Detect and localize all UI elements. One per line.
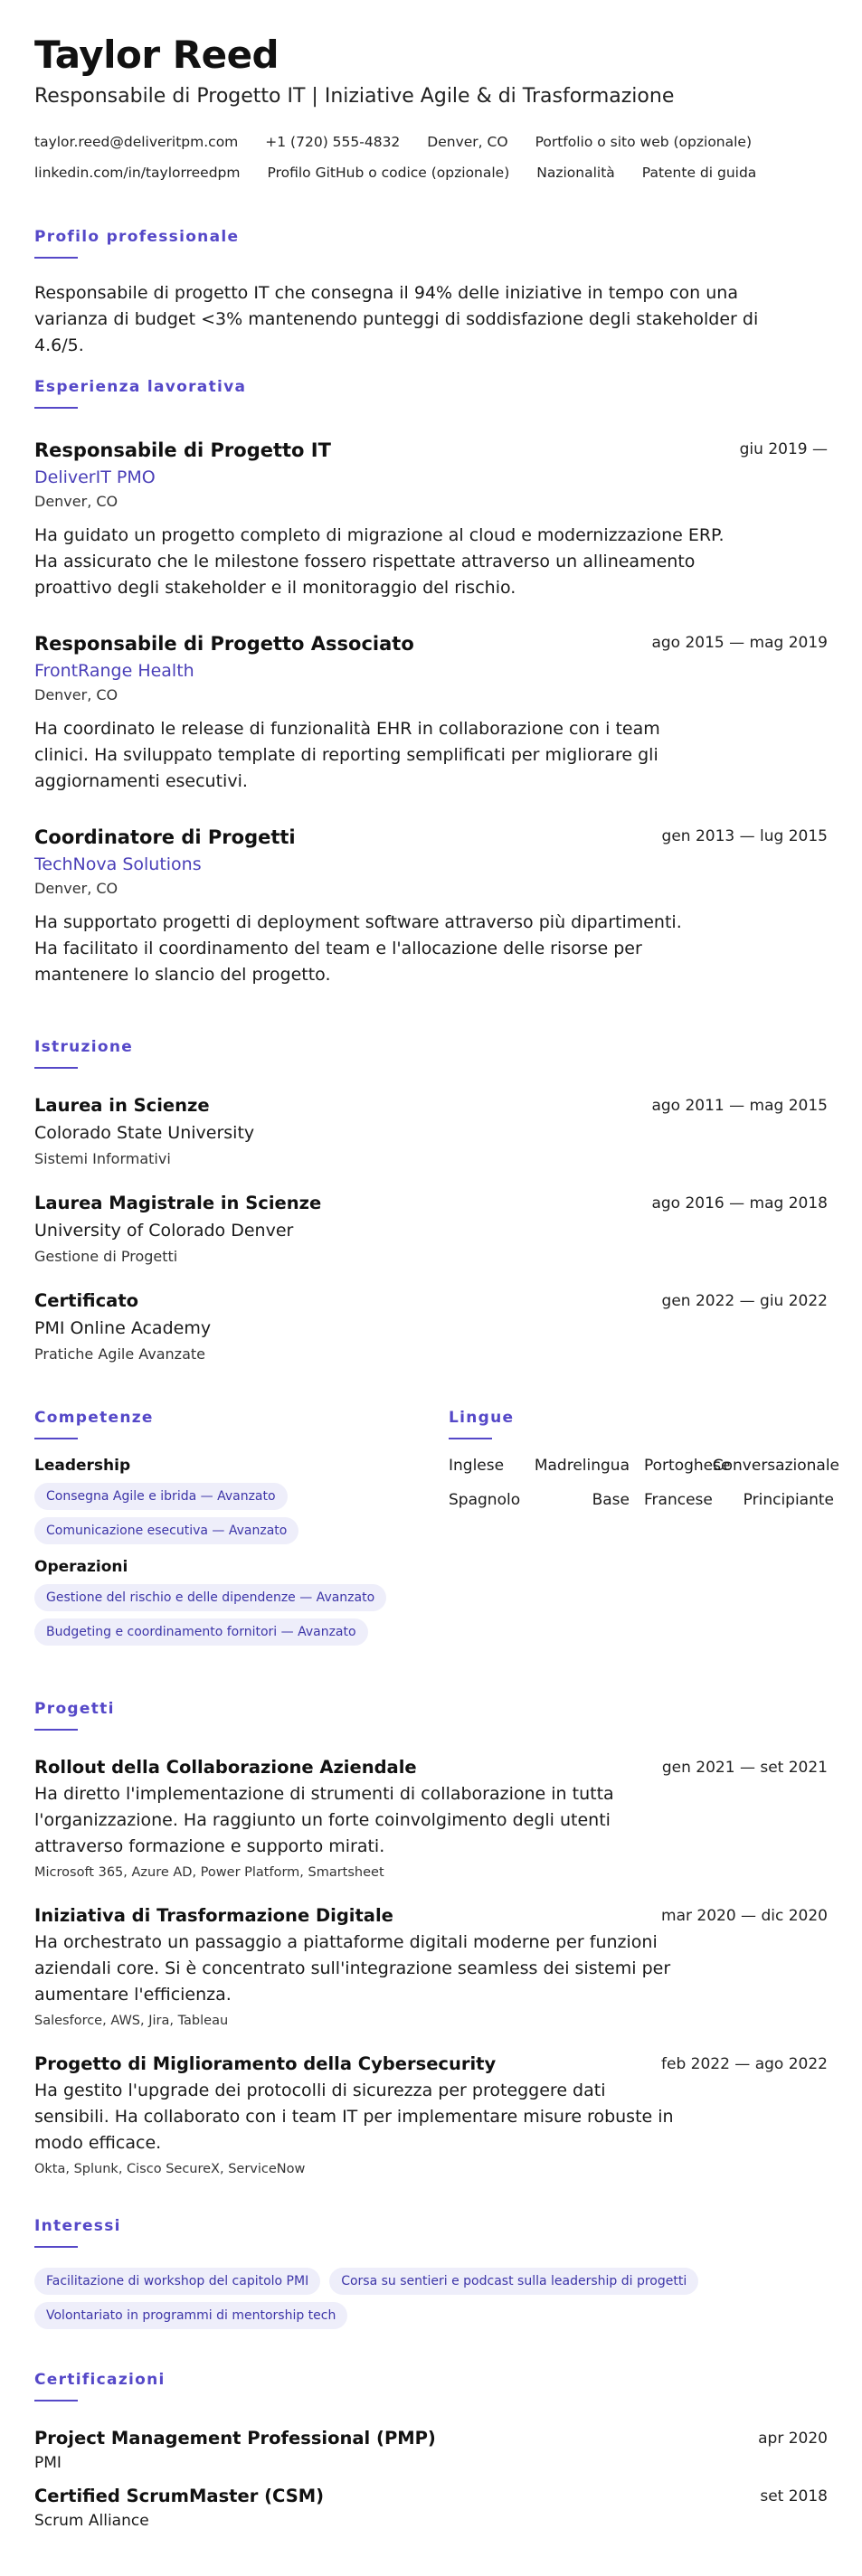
education-entry <box>34 1094 828 1169</box>
project-description: Ha orchestrato un passaggio a piattaforme digitali moderne per funzioni aziendali core. Si è concentrato sull'integrazione seamless dei sistemi per aumentare l'efficienza. <box>34 1932 671 2005</box>
education-field: Pratiche Agile Avanzate <box>34 1345 205 1363</box>
certification-name: Project Management Professional (PMP) <box>34 2428 436 2449</box>
project-entry <box>34 1756 828 1882</box>
degree-title: Laurea Magistrale in Scienze <box>34 1193 322 1213</box>
contact-portfolio[interactable]: Portfolio o sito web (opzionale) <box>535 134 753 150</box>
interest-chip: Corsa su sentieri e podcast sulla leadership di progetti <box>329 2268 698 2295</box>
project-date: mar 2020 — dic 2020 <box>661 1907 828 1925</box>
job-description: Ha coordinato le release di funzionalità EHR in collaborazione con i team clinici. Ha sviluppato template di reporting semplificati per migliorare gli aggiornamenti esecutivi. <box>34 719 660 791</box>
certification-date: set 2018 <box>760 2487 828 2505</box>
contact-phone[interactable]: +1 (720) 555-4832 <box>265 134 401 150</box>
education-field: Gestione di Progetti <box>34 1248 178 1265</box>
section-title-profile: Profilo professionale <box>34 228 240 246</box>
section-divider <box>34 2400 78 2401</box>
skill-group <box>34 1557 386 1646</box>
skill-chip: Budgeting e coordinamento fornitori — Avanzato <box>34 1618 368 1646</box>
certifications-section <box>34 2371 828 2552</box>
project-tech: Microsoft 365, Azure AD, Power Platform, Smartsheet <box>34 1865 384 1880</box>
contact-row-1 <box>34 132 828 152</box>
education-date: ago 2011 — mag 2015 <box>651 1097 828 1115</box>
job-title: Responsabile di Progetto IT <box>34 439 331 461</box>
project-name: Iniziativa di Trasformazione Digitale <box>34 1905 393 1926</box>
profile-section <box>34 228 828 359</box>
job-title: Responsabile di Progetto Associato <box>34 633 414 655</box>
section-divider <box>34 1438 78 1439</box>
education-institution: University of Colorado Denver <box>34 1221 294 1241</box>
language-name: Inglese <box>449 1457 505 1475</box>
section-title-certifications: Certificazioni <box>34 2371 166 2389</box>
job-company: TechNova Solutions <box>34 854 202 874</box>
job-date: gen 2013 — lug 2015 <box>661 827 828 845</box>
project-date: feb 2022 — ago 2022 <box>661 2055 828 2073</box>
interest-chip: Facilitazione di workshop del capitolo PMI <box>34 2268 320 2295</box>
job-company: FrontRange Health <box>34 661 194 681</box>
section-divider <box>34 1729 78 1731</box>
language-level: Conversazionale <box>712 1457 839 1475</box>
contact-email[interactable]: taylor.reed@deliveritpm.com <box>34 134 239 150</box>
job-company: DeliverIT PMO <box>34 467 156 487</box>
section-title-skills: Competenze <box>34 1409 154 1427</box>
job-description: Ha supportato progetti di deployment software attraverso più dipartimenti. Ha facilitato il coordinamento del team e l'allocazione delle risorse per mantenere lo slancio del progetto. <box>34 912 682 985</box>
project-entry <box>34 2052 828 2178</box>
experience-entry <box>34 825 828 988</box>
profile-summary: Responsabile di progetto IT che consegna il 94% delle iniziative in tempo con una varianza di budget <3% mantenendo punteggi di soddisfazione degli stakeholder di 4.6/5. <box>34 283 759 355</box>
language-level: Base <box>592 1491 630 1509</box>
degree-title: Certificato <box>34 1290 139 1311</box>
skill-group-name: Leadership <box>34 1457 131 1475</box>
contact-linkedin[interactable]: linkedin.com/in/taylorreedpm <box>34 165 241 181</box>
skill-chip: Gestione del rischio e delle dipendenze — Avanzato <box>34 1584 386 1611</box>
project-name: Progetto di Miglioramento della Cybersecurity <box>34 2053 497 2074</box>
job-location: Denver, CO <box>34 686 118 703</box>
section-title-interests: Interessi <box>34 2217 121 2235</box>
education-section <box>34 1038 828 1382</box>
job-date: ago 2015 — mag 2019 <box>651 634 828 652</box>
certification-issuer: Scrum Alliance <box>34 2512 149 2530</box>
experience-section <box>34 378 828 1011</box>
section-title-projects: Progetti <box>34 1700 115 1718</box>
certification-date: apr 2020 <box>758 2430 828 2448</box>
contact-row-2 <box>34 163 828 183</box>
experience-entry <box>34 631 828 795</box>
education-date: gen 2022 — giu 2022 <box>661 1292 828 1310</box>
certification-issuer: PMI <box>34 2454 62 2472</box>
language-level: Madrelingua <box>534 1457 630 1475</box>
contact-nationality: Nazionalità <box>536 165 615 181</box>
job-location: Denver, CO <box>34 880 118 897</box>
certification-entry <box>34 2427 828 2474</box>
contact-location: Denver, CO <box>427 134 508 150</box>
section-divider <box>34 1067 78 1069</box>
language-name: Spagnolo <box>449 1491 521 1509</box>
projects-section <box>34 1700 828 2188</box>
language-name: Portoghese <box>644 1457 731 1475</box>
job-title: Coordinatore di Progetti <box>34 826 296 848</box>
section-divider <box>34 257 78 259</box>
project-description: Ha diretto l'implementazione di strumenti di collaborazione in tutta l'organizzazione. Ha raggiunto un forte coinvolgimento degli utenti attraverso formazione e supporto mirati. <box>34 1784 614 1856</box>
section-title-education: Istruzione <box>34 1038 134 1056</box>
certification-entry <box>34 2485 828 2532</box>
interest-chip: Volontariato in programmi di mentorship tech <box>34 2302 347 2329</box>
resume-header <box>34 33 828 183</box>
education-institution: PMI Online Academy <box>34 1318 212 1338</box>
certification-name: Certified ScrumMaster (CSM) <box>34 2486 325 2506</box>
language-name: Francese <box>644 1491 713 1509</box>
candidate-headline: Responsabile di Progetto IT | Iniziative Agile & di Trasformazione <box>34 85 675 108</box>
languages-section <box>449 1409 847 1508</box>
candidate-name: Taylor Reed <box>34 33 279 77</box>
section-divider <box>449 1438 492 1439</box>
section-title-languages: Lingue <box>449 1409 515 1427</box>
experience-entry <box>34 438 828 601</box>
job-location: Denver, CO <box>34 493 118 510</box>
project-name: Rollout della Collaborazione Aziendale <box>34 1757 417 1778</box>
section-divider <box>34 2246 78 2248</box>
contact-github[interactable]: Profilo GitHub o codice (opzionale) <box>267 165 510 181</box>
skill-group <box>34 1456 298 1544</box>
language-level: Principiante <box>743 1491 834 1509</box>
project-description: Ha gestito l'upgrade dei protocolli di sicurezza per proteggere dati sensibili. Ha collaborato con i team IT per implementare misure robuste in modo efficace. <box>34 2081 674 2153</box>
education-entry <box>34 1192 828 1267</box>
project-date: gen 2021 — set 2021 <box>661 1759 828 1777</box>
skill-group-name: Operazioni <box>34 1558 128 1576</box>
interests-section <box>34 2217 828 2335</box>
skill-chip: Consegna Agile e ibrida — Avanzato <box>34 1483 288 1510</box>
section-title-experience: Esperienza lavorativa <box>34 378 247 396</box>
skill-chip: Comunicazione esecutiva — Avanzato <box>34 1517 298 1544</box>
project-tech: Okta, Splunk, Cisco SecureX, ServiceNow <box>34 2162 306 2176</box>
project-entry <box>34 1904 828 2030</box>
job-date: giu 2019 — <box>739 440 828 458</box>
skills-section <box>34 1409 432 1680</box>
degree-title: Laurea in Scienze <box>34 1095 210 1116</box>
education-field: Sistemi Informativi <box>34 1150 171 1167</box>
project-tech: Salesforce, AWS, Jira, Tableau <box>34 2014 229 2028</box>
education-institution: Colorado State University <box>34 1123 255 1143</box>
education-date: ago 2016 — mag 2018 <box>651 1194 828 1213</box>
contact-driving-license: Patente di guida <box>641 165 757 181</box>
section-divider <box>34 407 78 409</box>
job-description: Ha guidato un progetto completo di migrazione al cloud e modernizzazione ERP. Ha assicurato che le milestone fossero rispettate attraverso un allineamento proattivo degli stakeholder e il monitoraggio del rischio. <box>34 525 725 598</box>
education-entry <box>34 1289 828 1364</box>
